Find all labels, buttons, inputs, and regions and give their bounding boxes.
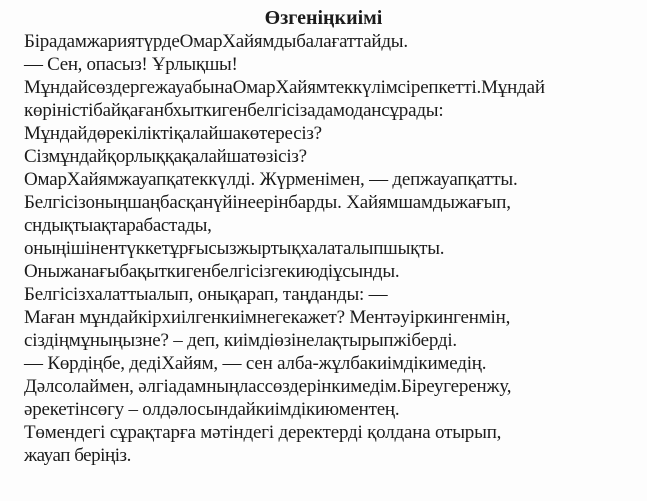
text-line: әрекетінсөгу – олдәлосындайкиімдікиюментең. [24,399,400,420]
text-line: — Көрдіңбе, дедіХайям, — сен алба-жұлбакиімдікимедің. [24,353,487,374]
text-line: МұндайсөздергежауабынаОмарХайямтеккүлімсірепкетті.Мұндай [24,77,545,98]
text-line: көріністібайқағанбхыткигенбелгісізадамодансұрады: [24,100,444,121]
text-line: Сізмұндайқорлыққақалайшатөзісіз? [24,146,307,167]
text-line: Оныжанағыбақыткигенбелгісізгекиюдіұсынды. [24,261,400,282]
text-line: Мұндайдөрекіліктіқалайшакөтересіз? [24,123,322,144]
text-line: Белгісізхалаттыалып, онықарап, таңданды: — [24,284,388,305]
page-title: Өзгеніңкиімі [264,7,383,29]
cut-off-heading [62,0,582,5]
text-line: Маған мұндайкірхиілгенкиімнегекажет? Ментәуіркингенмін, [24,307,511,328]
text-line: — Сен, опасыз! Ұрлықшы! [24,54,238,75]
text-line: оныңішінентүккетұрғысызжыртықхалаталыпшықты. [24,238,445,259]
body-text [24,30,644,467]
text-line: Төмендегі сұрақтарға мәтіндегі деректерді қолдана отырып, [24,422,502,443]
cut-off-bottom-line [24,491,624,501]
text-line: Белгісізоныңшаңбасқанүйінеерінбарды. Хайямшамдыжағып, [24,192,511,213]
text-line: Дәлсолаймен, әлгіадамныңлассөздерінкимедім.Біреугеренжу, [24,376,512,397]
text-line: сндықтыақтарабастады, [24,215,212,236]
text-line: сіздіңмұныңызне? – деп, киімдіөзінелақтырыпжіберді. [24,330,457,351]
text-line: жауап беріңіз. [24,445,131,466]
text-line: ОмарХайямжауапқатеккүлді. Жүрменімен, — депжауапқатты. [24,169,518,190]
text-line: БірадамжариятүрдеОмарХайямдыбалағаттайды. [24,31,408,52]
